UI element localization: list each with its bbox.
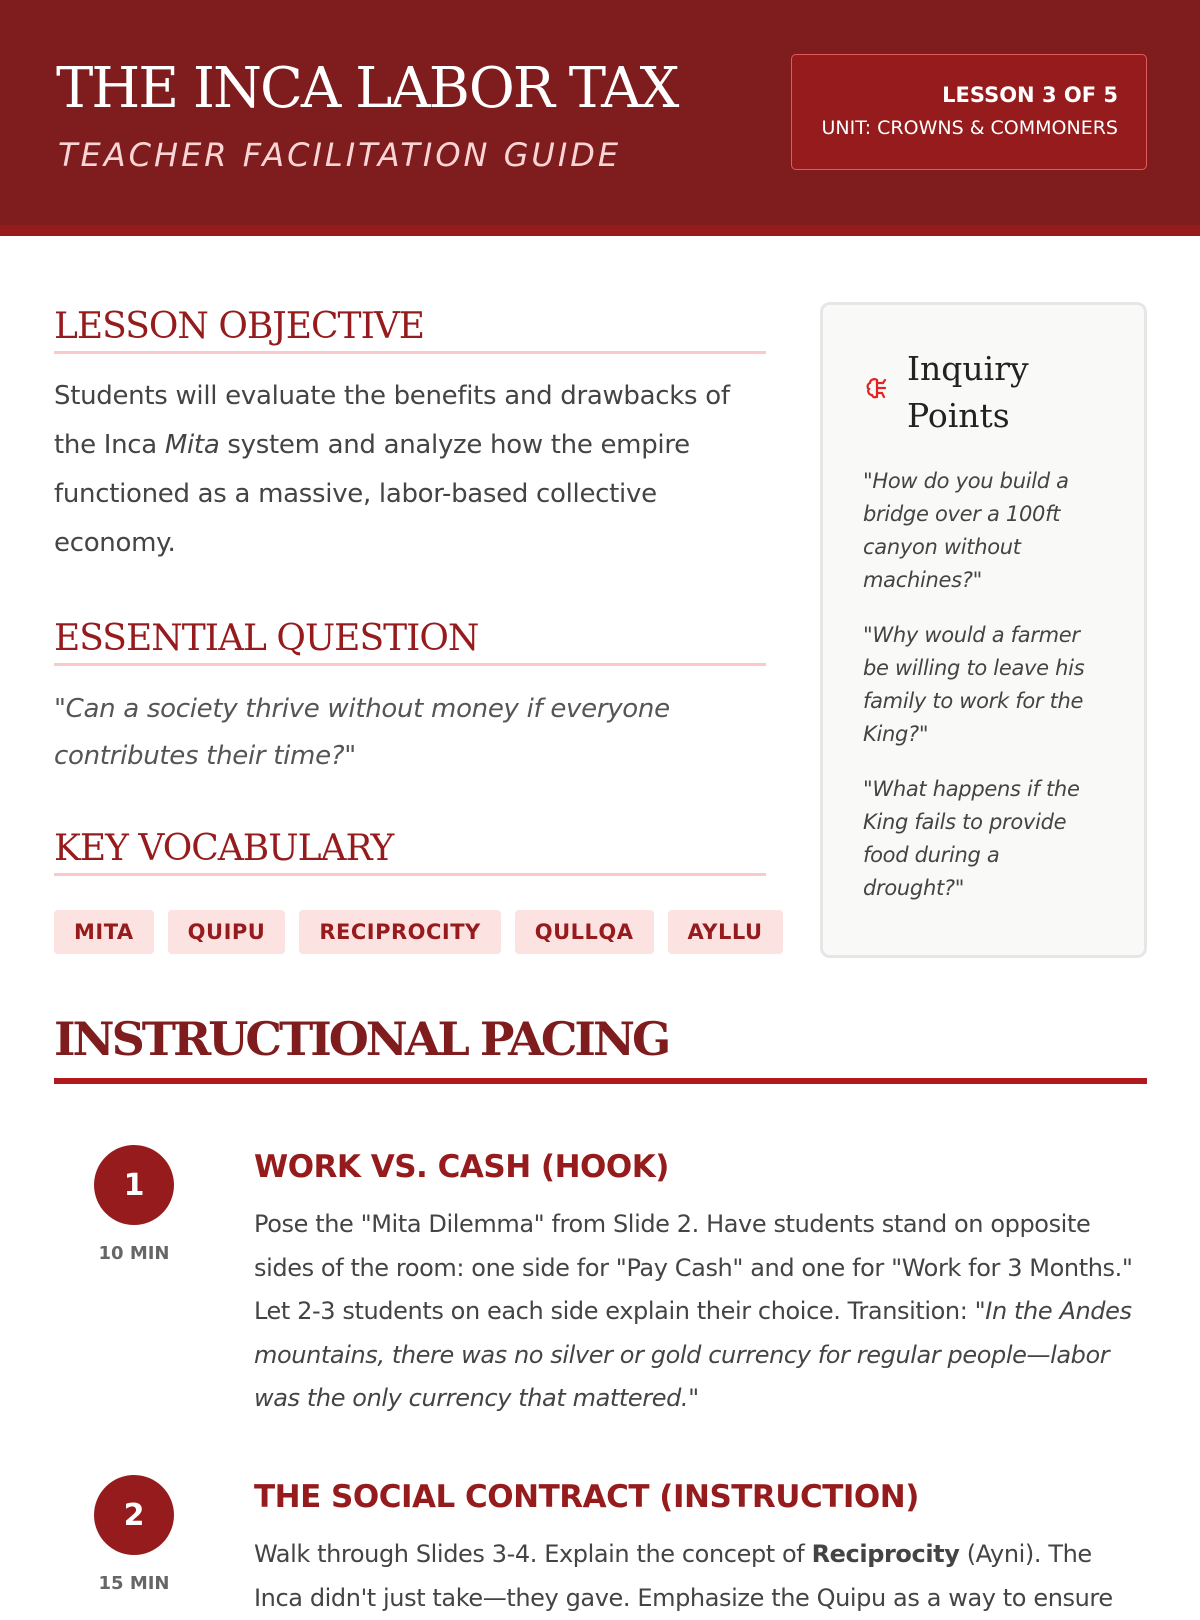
step-body-text: Walk through Slides 3-4. Explain the concept of <box>254 1540 812 1568</box>
inquiry-header <box>865 345 1104 439</box>
lesson-number: LESSON 3 OF 5 <box>942 83 1118 107</box>
step-number: 2 <box>94 1475 174 1555</box>
essential-heading: ESSENTIAL QUESTION <box>54 618 766 666</box>
step-body-quote: "In the Andes mountains, there was no silver or gold currency for regular people—labor was the only currency that mattered." <box>254 1297 1132 1412</box>
step-body <box>254 1533 1144 1620</box>
inquiry-question: "Why would a farmer be willing to leave his family to work for the King?" <box>863 623 1085 746</box>
page-title: THE INCA LABOR TAX <box>56 56 678 121</box>
vocab-tag: AYLLU <box>668 910 783 954</box>
step-title: THE SOCIAL CONTRACT (INSTRUCTION) <box>254 1479 919 1515</box>
step-body-text: Pose the "Mita Dilemma" from Slide 2. Have students stand on opposite sides of the room: one side for "Pay Cash" and one for "Work for 3 Months." Let 2-3 students on each side explain their choice. Transition: <box>254 1210 1133 1325</box>
step-title: WORK VS. CASH (HOOK) <box>254 1149 669 1185</box>
step-body <box>254 1203 1144 1421</box>
inquiry-question: "How do you build a bridge over a 100ft canyon without machines?" <box>863 469 1069 592</box>
vocab-tag: RECIPROCITY <box>299 910 500 954</box>
vocab-heading: KEY VOCABULARY <box>54 828 766 876</box>
vocab-tag: QUIPU <box>168 910 286 954</box>
vocab-tags <box>54 910 766 954</box>
step-duration: 15 MIN <box>98 1573 170 1594</box>
brain-icon <box>865 375 893 409</box>
objective-heading: LESSON OBJECTIVE <box>54 306 766 354</box>
inquiry-title: Inquiry Points <box>907 349 1029 435</box>
essential-section <box>54 618 766 780</box>
step-number: 1 <box>94 1145 174 1225</box>
page-header <box>0 0 1200 236</box>
objective-section <box>54 306 766 568</box>
pacing-heading: INSTRUCTIONAL PACING <box>54 1012 1147 1084</box>
inquiry-sidebar <box>820 302 1147 958</box>
mita-term: Mita <box>164 430 220 460</box>
essential-question: "Can a society thrive without money if everyone contributes their time?" <box>54 694 670 771</box>
reciprocity-term: Reciprocity <box>811 1540 960 1568</box>
vocab-tag: QULLQA <box>515 910 654 954</box>
step-body-text: (Ayni). The Inca didn't just take—they gave. Emphasize the Quipu as a way to ensure <box>254 1540 1113 1612</box>
objective-text-part: system and analyze how the empire functioned as a massive, labor-based collective economy. <box>54 430 690 558</box>
unit-name: UNIT: CROWNS & COMMONERS <box>821 117 1118 139</box>
objective-text <box>54 372 766 568</box>
step-duration: 10 MIN <box>98 1243 170 1264</box>
vocab-tag: MITA <box>54 910 154 954</box>
lesson-badge <box>791 54 1147 170</box>
vocab-section <box>54 828 766 954</box>
page-subtitle: TEACHER FACILITATION GUIDE <box>58 136 622 174</box>
objective-text-part: Students will evaluate the benefits and drawbacks of the Inca <box>54 381 730 460</box>
inquiry-question: "What happens if the King fails to provide food during a drought?" <box>863 777 1080 900</box>
